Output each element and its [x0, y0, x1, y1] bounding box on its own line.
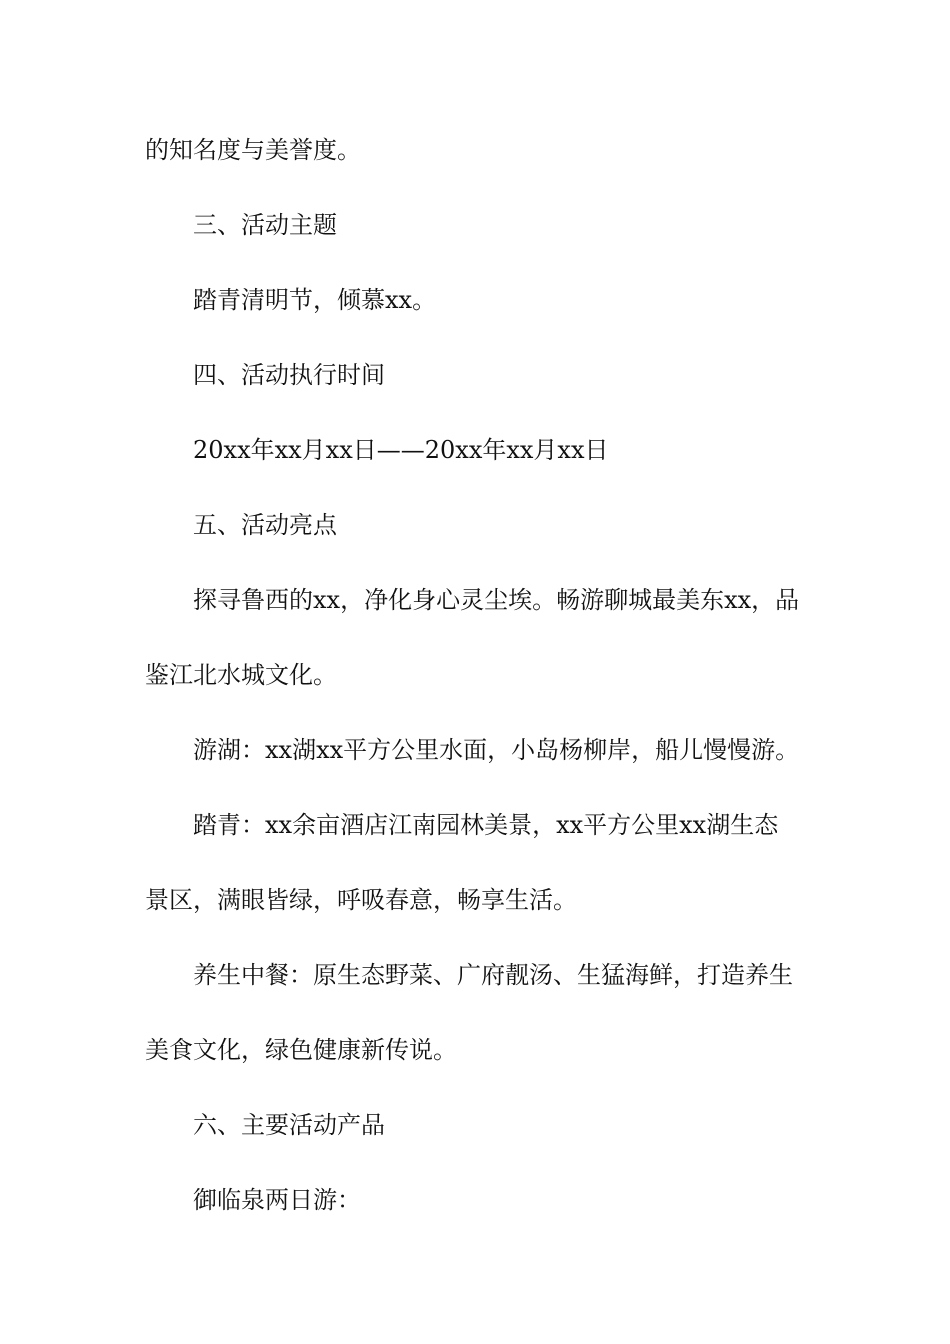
product-item: 御临泉两日游： [193, 1186, 361, 1214]
lunch-text-line-2: 美食文化，绿色健康新传说。 [145, 1036, 457, 1064]
spring-outing-text-line-1: 踏青：xx余亩酒店江南园林美景，xx平方公里xx湖生态 [193, 811, 779, 839]
spring-outing-text-line-2: 景区，满眼皆绿，呼吸春意，畅享生活。 [145, 886, 577, 914]
section-heading-theme: 三、活动主题 [193, 211, 337, 239]
theme-text: 踏青清明节，倾慕xx。 [193, 286, 437, 314]
lake-tour-text: 游湖：xx湖xx平方公里水面，小岛杨柳岸，船儿慢慢游。 [193, 736, 800, 764]
highlights-text-line-1: 探寻鲁西的xx，净化身心灵尘埃。畅游聊城最美东xx，品 [193, 586, 800, 614]
lunch-text-line-1: 养生中餐：原生态野菜、广府靓汤、生猛海鲜，打造养生 [193, 961, 793, 989]
section-heading-products: 六、主要活动产品 [193, 1111, 385, 1139]
time-text: 20xx年xx月xx日——20xx年xx月xx日 [193, 436, 609, 464]
paragraph-continuation: 的知名度与美誉度。 [145, 136, 361, 164]
section-heading-time: 四、活动执行时间 [193, 361, 385, 389]
section-heading-highlights: 五、活动亮点 [193, 511, 337, 539]
highlights-text-line-2: 鉴江北水城文化。 [145, 661, 337, 689]
